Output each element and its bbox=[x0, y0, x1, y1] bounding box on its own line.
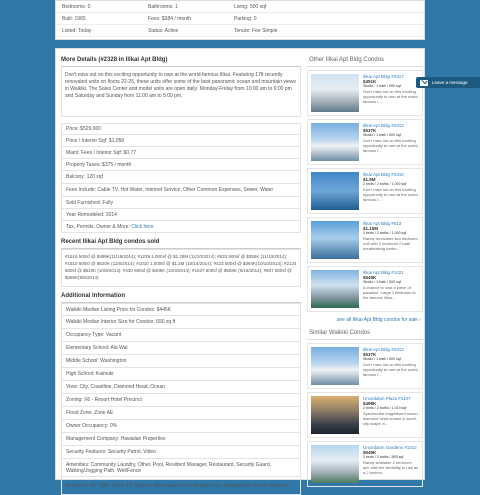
info-row: Flood Zone: Zone AE bbox=[61, 407, 301, 420]
see-all-link[interactable]: see all Ilikai Apt Bldg condos for sale › bbox=[336, 317, 421, 323]
condo-specs: 2 beds / 2 baths / 895 sqf bbox=[363, 455, 404, 459]
condo-blurb: Rarely available 2 bedroom apt. with the flexibility to use as a 2 bedroo... bbox=[363, 460, 419, 475]
condo-info bbox=[359, 445, 419, 483]
info-row: Price: $529,000 bbox=[61, 123, 301, 135]
condo-photo[interactable] bbox=[311, 270, 359, 308]
info-row: Elementary School: Ala Wai bbox=[61, 342, 301, 355]
condo-title[interactable]: Uncedalon Gardens #1012 bbox=[363, 445, 417, 450]
info-row: Balcony: 120 sqf bbox=[61, 171, 301, 184]
parking-value: Parking: 0 bbox=[234, 15, 257, 22]
sold-title: Recent Ilikai Apt Bldg condos sold bbox=[61, 237, 301, 249]
condo-card[interactable] bbox=[307, 168, 423, 214]
condo-photo[interactable] bbox=[311, 172, 359, 210]
sold-text: #1516 500sf @ $499K(11/18/2014); #1239 1,000sf @ $1.28M (11/10/2014); #633 500sf @ $355K (11/10/2014); #1610 500sf @ $520K (11/6/2014); #1010 1,000sf @ $1.2M (10/14/2014); #423 500sf @ $394K(10/10/2014); #2124 500sf @ $610K (10/9/2014); #430 500sf @ $405K (10/3/2014); #1627 500sf @ $558K (9/15/2014); #837 500sf @ $385K(9/5/2014) bbox=[61, 249, 301, 287]
condo-blurb: A chance to own a piece of paradise. Large 1 Bedroom in the famous Ilikai... bbox=[363, 285, 416, 300]
tax-label: Tax, Permits, Owner & More: bbox=[66, 223, 130, 230]
listed-value: Listed: Today bbox=[62, 27, 92, 34]
info-row: View: City, Coastline, Diamond Head, Ocean bbox=[61, 381, 301, 394]
condo-title[interactable]: Ilikai Apt Bldg #2310 bbox=[363, 172, 404, 177]
info-row: Occupancy Type: Vacant bbox=[61, 329, 301, 342]
info-row: High School: Kaimuki bbox=[61, 368, 301, 381]
condo-info bbox=[359, 347, 419, 385]
tax-row bbox=[61, 221, 301, 233]
info-row: Security Features: Security Patrol, Video bbox=[61, 446, 301, 459]
info-row: Sold Furnished: Fully bbox=[61, 197, 301, 209]
info-row: Fees Include: Cable TV, Hot Water, Internet Service, Other Common Expenses, Sewer, Water bbox=[61, 184, 301, 197]
fees-value: Fees: $384 / month bbox=[148, 15, 192, 22]
tenure-value: Tenure: Fee Simple bbox=[234, 27, 278, 34]
condo-price: $451K bbox=[363, 79, 377, 84]
condo-price: $1.15M bbox=[363, 226, 379, 231]
condo-blurb: Don't miss out on this exciting opportunity to own at the world-famous I... bbox=[363, 187, 419, 202]
description-text: Don't miss out on this exciting opportunity to own at the world-famous Ilikai. Featuring 17ft recently renovated units on floors 22-25, these units offer some of the best panoramic ocean and mountain views in Waikiki. The Sales Center and model units are open daily: Monday-Friday from 10:00 am to 6:00 pm and Saturday and Sunday from 11:00 am to 5:00 pm. bbox=[61, 67, 301, 117]
condo-price: $498K bbox=[363, 401, 377, 406]
condo-card[interactable] bbox=[307, 266, 423, 312]
summary-row bbox=[56, 25, 424, 37]
main-panel bbox=[55, 48, 425, 489]
sidebar bbox=[307, 55, 423, 487]
tax-link[interactable]: Click here bbox=[131, 223, 154, 230]
condo-blurb: Rarely renovated two bedroom unit with 2 bedroom 2 bath breathtaking harbo... bbox=[363, 236, 418, 251]
summary-row bbox=[56, 1, 424, 13]
condo-title[interactable]: Ilikai Apt Bldg #2312 bbox=[363, 123, 404, 128]
condo-photo[interactable] bbox=[311, 347, 359, 385]
condo-price: $537K bbox=[363, 128, 377, 133]
leave-message-button[interactable] bbox=[416, 77, 480, 88]
info-row: Management Company: Hawaiian Properties bbox=[61, 433, 301, 446]
condo-blurb: Don't miss out on this exciting opportunity to own at the world-famous I... bbox=[363, 89, 419, 104]
condo-title[interactable]: Ilikai Apt Bldg #1421 bbox=[363, 270, 404, 275]
condo-specs: Studio / 1 bath / 500 sqf bbox=[363, 84, 401, 88]
condo-photo[interactable] bbox=[311, 396, 359, 434]
condo-specs: 2 beds / 2 baths / 1,019 sqf bbox=[363, 406, 407, 410]
condo-specs: 2 beds / 2 baths / 1,000 sqf bbox=[363, 182, 407, 186]
similar-condos-list bbox=[307, 343, 423, 487]
condo-title[interactable]: Ilikai Apt Bldg #513 bbox=[363, 221, 402, 226]
info-row: Waikiki Median Interior Size for Condos: 690 sq ft bbox=[61, 316, 301, 329]
status-value: Status: Active bbox=[148, 27, 179, 34]
condo-specs: Studio / 1 bath / 500 sqf bbox=[363, 133, 401, 137]
condo-specs: Studio / 1 bath / 500 sqf bbox=[363, 357, 401, 361]
condo-card[interactable] bbox=[307, 119, 423, 165]
info-row: Inclusions: AC Split, Cable TV, Drapes, Microwave Hood, Range/Oven, Refrigerator, Smoke Detector bbox=[61, 477, 301, 495]
condo-photo[interactable] bbox=[311, 74, 359, 112]
condo-price: $537K bbox=[363, 352, 377, 357]
leave-message-label: Leave a message bbox=[432, 80, 468, 85]
condo-card[interactable] bbox=[307, 217, 423, 263]
condo-title[interactable]: Uncedalon Plaza #1107 bbox=[363, 396, 411, 401]
condo-title[interactable]: Ilikai Apt Bldg #2317 bbox=[363, 74, 404, 79]
condo-price: $549K bbox=[363, 275, 377, 280]
bedrooms-value: Bedrooms: 0 bbox=[62, 3, 91, 10]
condo-photo[interactable] bbox=[311, 445, 359, 483]
condo-specs: 2 beds / 2 baths / 1,000 sqf bbox=[363, 231, 407, 235]
info-row: Owner Occupancy: 0% bbox=[61, 420, 301, 433]
summary-row bbox=[56, 13, 424, 25]
details-title: More Details (#2328 in Ilikai Apt Bldg) bbox=[61, 55, 301, 67]
info-row: Property Taxes: $375 / month bbox=[61, 159, 301, 171]
condo-price: $1.9M bbox=[363, 177, 376, 182]
condo-info bbox=[359, 123, 419, 161]
envelope-icon bbox=[420, 80, 428, 86]
info-row: Price / Interior Sqf: $1,058 bbox=[61, 135, 301, 147]
condo-info bbox=[359, 172, 419, 210]
info-row: Zoning: X6 - Resort Hotel Precinct bbox=[61, 394, 301, 407]
condo-blurb: Don't miss out on this exciting opportunity to own at the world-famous I... bbox=[363, 362, 419, 377]
condo-info bbox=[359, 74, 419, 112]
condo-specs: Studio / 1 bath / 500 sqf bbox=[363, 280, 401, 284]
details-column bbox=[61, 55, 301, 495]
info-row: Year Remodeled: 2014 bbox=[61, 209, 301, 221]
condo-card[interactable] bbox=[307, 343, 423, 389]
other-condos-list bbox=[307, 70, 423, 312]
info-row: Amenities: Community Laundry, Other, Pool, Resident Manager, Restaurant, Security Guard, Walking/Jogging Path, Wet/Fence bbox=[61, 459, 301, 477]
condo-blurb: Spectacular magnificent ocean, diamond head sunset & world-city scape vi... bbox=[363, 411, 419, 426]
condo-info bbox=[359, 221, 419, 259]
condo-photo[interactable] bbox=[311, 123, 359, 161]
condo-info bbox=[359, 396, 419, 434]
info-row: Waikiki Median Listing Price for Condos: $445K bbox=[61, 303, 301, 316]
additional-title: Additional Information bbox=[61, 291, 301, 303]
living-value: Living: 500 sqf bbox=[234, 3, 267, 10]
condo-price: $549K bbox=[363, 450, 377, 455]
summary-panel bbox=[55, 0, 425, 40]
bathrooms-value: Bathrooms: 1 bbox=[148, 3, 178, 10]
condo-info bbox=[359, 270, 419, 308]
condo-card[interactable] bbox=[307, 441, 423, 487]
condo-photo[interactable] bbox=[311, 221, 359, 259]
condo-blurb: Don't miss out on this exciting opportunity to own at the world-famous I... bbox=[363, 138, 419, 153]
condo-title[interactable]: Ilikai Apt Bldg #2312 bbox=[363, 347, 404, 352]
facts-list bbox=[61, 123, 301, 221]
info-row: Maint. Fees / Interior Sqf: $0.77 bbox=[61, 147, 301, 159]
condo-card[interactable] bbox=[307, 70, 423, 116]
built-value: Built: 1965 bbox=[62, 15, 86, 22]
similar-condos-title: Similar Waikiki Condos bbox=[307, 328, 423, 340]
condo-card[interactable] bbox=[307, 392, 423, 438]
info-row: Middle School: Washington bbox=[61, 355, 301, 368]
other-condos-title: Other Ilikai Apt Bldg Condos bbox=[307, 55, 423, 67]
additional-list bbox=[61, 303, 301, 495]
